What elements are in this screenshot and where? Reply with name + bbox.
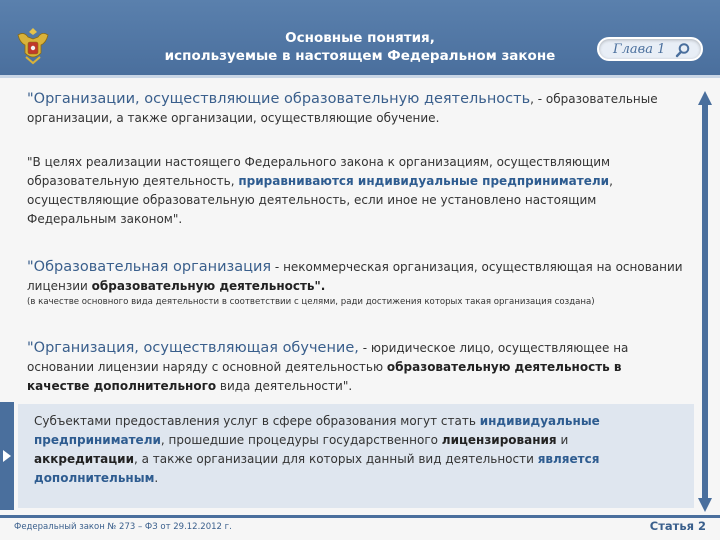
scroll-down-arrow-icon[interactable] — [697, 497, 713, 513]
search-icon[interactable] — [675, 42, 691, 58]
term-organizations: Организации, осуществляющие образовательную деятельность — [33, 91, 531, 107]
quote-mark: " — [27, 340, 34, 356]
highlight-educational-activity: образовательную деятельность — [91, 279, 315, 293]
quote-mark: " — [27, 91, 34, 107]
callout-highlight: аккредитации — [34, 452, 134, 466]
play-arrow-icon[interactable] — [3, 450, 11, 462]
paragraph-text: , осуществляющие образовательную деятельность, если иное не установлено настоящим Федеральным законом". — [27, 174, 613, 226]
definition-text: , - образовательные организации, а также организации, осуществляющие обучение. — [27, 92, 658, 125]
scrollbar-track[interactable] — [702, 102, 708, 502]
highlight-additional-activity: образовательную деятельность в качестве дополнительного — [27, 360, 622, 393]
highlight-entrepreneurs: приравниваются индивидуальные предприниматели — [238, 174, 610, 188]
callout-part: , а также организации для которых данный вид деятельности — [133, 452, 538, 466]
term-training-organization: Организация, осуществляющая обучение, — [33, 340, 359, 356]
paragraph-text: "В целях реализации настоящего Федерального закона к организациям, осуществляющим образовательную деятельность, — [27, 155, 611, 188]
definition-educational-organization — [27, 258, 687, 309]
callout-highlight: индивидуальные предприниматели — [34, 414, 600, 447]
callout-part: Субъектами предоставления услуг в сфере образования могут стать — [34, 414, 480, 428]
page-title — [150, 29, 570, 65]
definition-text-end: вида деятельности". — [216, 379, 353, 393]
callout-highlight: лицензирования — [441, 433, 557, 447]
title-line-1: Основные понятия, — [285, 30, 435, 46]
quote-mark: " — [27, 259, 34, 275]
callout-text — [34, 412, 654, 488]
definition-training-organization — [27, 339, 687, 396]
callout-part: . — [154, 471, 159, 485]
footer-law-reference: Федеральный закон № 273 – ФЗ от 29.12.2012 г. — [14, 522, 232, 532]
definition-text: - некоммерческая организация, осуществляющая на основании лицензии — [27, 260, 683, 293]
footer-article-number: Статья 2 — [649, 519, 706, 533]
chapter-search-pill[interactable] — [597, 37, 703, 61]
title-line-2: используемые в настоящем Федеральном законе — [164, 48, 556, 64]
header-bar — [0, 0, 720, 78]
scroll-up-arrow-icon[interactable] — [697, 90, 713, 106]
coat-of-arms-icon — [14, 25, 52, 65]
definition-text: - юридическое лицо, осуществляющее на основании лицензии наряду с основной деятельностью — [27, 341, 629, 374]
callout-box — [18, 404, 694, 508]
paragraph-equivalence — [27, 153, 687, 229]
callout-part: , прошедшие процедуры государственного — [160, 433, 442, 447]
callout-highlight: является дополнительным — [34, 452, 600, 485]
chapter-label: Глава 1 — [613, 42, 666, 57]
footnote: (в качестве основного вида деятельности в соответствии с целями, ради достижения которых такая организация создана) — [27, 297, 595, 307]
definition-organizations — [27, 90, 687, 128]
callout-part: и — [556, 433, 569, 447]
footer-divider — [0, 515, 720, 518]
term-educational-organization: Образовательная организация — [33, 259, 272, 275]
quote-end: ". — [314, 279, 326, 293]
